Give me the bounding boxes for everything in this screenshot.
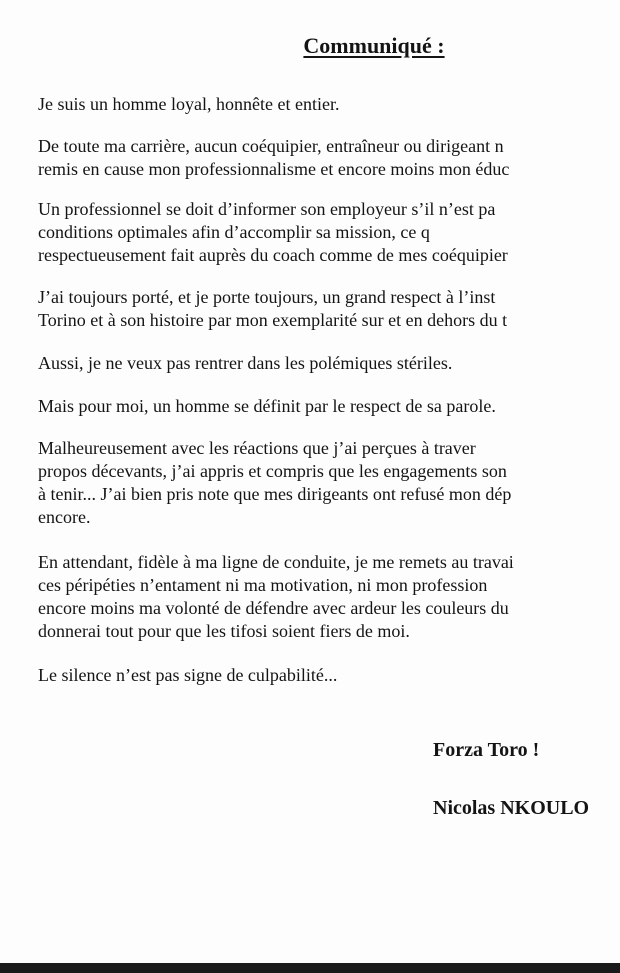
signature-name: Nicolas NKOULO (433, 797, 590, 819)
paragraph-6 (38, 395, 496, 418)
paragraph-line: encore. (38, 507, 91, 527)
paragraph-line: Un professionnel se doit d’informer son employeur s’il n’est pa (38, 199, 496, 219)
paragraph-line: J’ai toujours porté, et je porte toujours, un grand respect à l’inst (38, 287, 496, 307)
paragraph-line: Malheureusement avec les réactions que j’ai perçues à traver (38, 438, 476, 458)
paragraph-line: conditions optimales afin d’accomplir sa mission, ce q (38, 222, 430, 242)
paragraph-line: respectueusement fait auprès du coach comme de mes coéquipier (38, 245, 508, 265)
paragraph-line: à tenir... J’ai bien pris note que mes dirigeants ont refusé mon dép (38, 484, 512, 504)
paragraph-line: Mais pour moi, un homme se définit par le respect de sa parole. (38, 396, 496, 416)
paragraph-line: ces péripéties n’entament ni ma motivation, ni mon profession (38, 575, 488, 595)
bottom-edge-bar (0, 963, 620, 973)
paragraph-5 (38, 352, 452, 375)
paragraph-line: Je suis un homme loyal, honnête et entier. (38, 94, 340, 114)
paragraph-line: encore moins ma volonté de défendre avec ardeur les couleurs du (38, 598, 509, 618)
paragraph-2 (38, 135, 509, 181)
paragraph-8 (38, 551, 514, 643)
paragraph-line: Aussi, je ne veux pas rentrer dans les polémiques stériles. (38, 353, 453, 373)
paragraph-line: Le silence n’est pas signe de culpabilité... (38, 665, 338, 685)
paragraph-1 (38, 93, 339, 116)
paragraph-4 (38, 286, 507, 332)
paragraph-line: remis en cause mon professionnalisme et encore moins mon éduc (38, 159, 510, 179)
paragraph-9 (38, 664, 337, 687)
paragraph-3 (38, 198, 508, 267)
paragraph-line: En attendant, fidèle à ma ligne de conduite, je me remets au travai (38, 552, 514, 572)
paragraph-7 (38, 437, 511, 529)
paragraph-line: donnerai tout pour que les tifosi soient fiers de moi. (38, 621, 410, 641)
document-title: Communiqué : (303, 33, 445, 58)
paragraph-line: propos décevants, j’ai appris et compris que les engagements son (38, 461, 507, 481)
paragraph-line: De toute ma carrière, aucun coéquipier, entraîneur ou dirigeant n (38, 136, 504, 156)
closing-line: Forza Toro ! (433, 739, 540, 761)
paragraph-line: Torino et à son histoire par mon exemplarité sur et en dehors du t (38, 310, 508, 330)
